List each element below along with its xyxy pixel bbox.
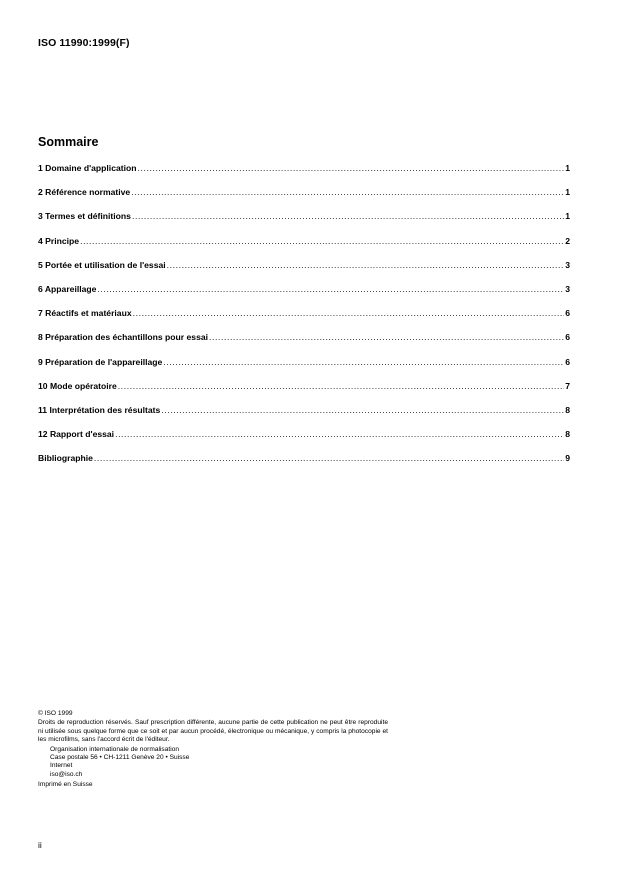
toc-entry[interactable] [38,260,570,284]
toc-entry-page: 1 [565,211,570,222]
toc-entry[interactable] [38,284,570,308]
toc-entry-label: 1 Domaine d'application [38,163,137,173]
publisher-org: Organisation internationale de normalisation [50,745,180,753]
publisher-address [38,746,388,780]
toc-title: Sommaire [38,135,99,149]
toc-entry[interactable] [38,381,570,405]
toc-leader-dots [115,429,564,439]
toc-entry-page: 3 [565,259,570,270]
toc-entry[interactable] [38,405,570,429]
toc-entry-page: 8 [565,429,570,440]
toc-leader-dots [97,284,564,294]
toc-entry-label: 12 Rapport d'essai [38,429,115,440]
toc-leader-dots [132,211,564,221]
toc-entry-page: 7 [565,380,570,391]
toc-entry-page: 6 [565,308,570,319]
toc-entry-label: Bibliographie [38,453,93,464]
copyright-block [38,710,388,790]
toc-leader-dots [167,260,565,270]
toc-entry[interactable] [38,453,570,477]
toc-leader-dots [118,381,564,391]
toc-entry-page: 6 [565,332,570,343]
toc-leader-dots [161,405,564,415]
toc-entry[interactable] [38,187,570,211]
toc-leader-dots [209,332,564,342]
toc-entry[interactable] [38,236,570,260]
toc-entry-label: 6 Appareillage [38,283,97,294]
toc-entry-page: 2 [565,235,570,246]
toc-leader-dots [80,236,564,246]
toc-entry-label: 3 Termes et définitions [38,211,131,222]
publisher-postal: Case postale 56 • CH-1211 Genève 20 • Suisse [50,754,190,762]
document-identifier: ISO 11990:1999(F) [38,37,130,49]
printed-in: Imprimé en Suisse [38,781,93,789]
toc-entry-page: 6 [565,356,570,367]
toc-leader-dots [163,357,564,367]
toc-entry[interactable] [38,332,570,356]
toc-entry-label: 4 Principe [38,235,80,246]
toc-entry[interactable] [38,357,570,381]
toc-entry-label: 9 Préparation de l'appareillage [38,356,163,367]
internet-email[interactable]: iso@iso.ch [50,770,83,778]
toc-entry-page: 3 [565,283,570,294]
toc-entry[interactable] [38,211,570,235]
page-number: ii [38,840,42,850]
toc-entry-label: 8 Préparation des échantillons pour essai [38,332,209,343]
toc-entry-label: 11 Interprétation des résultats [38,404,161,415]
toc-entry[interactable] [38,308,570,332]
toc-leader-dots [131,187,564,197]
toc-leader-dots [133,308,565,318]
toc-entry[interactable] [38,429,570,453]
table-of-contents [38,163,570,477]
toc-entry-page: 9 [565,453,570,464]
copyright-notice: © ISO 1999 [38,710,73,717]
toc-entry-label: 5 Portée et utilisation de l'essai [38,259,166,270]
toc-entry-label: 10 Mode opératoire [38,380,117,391]
publisher-internet [50,762,388,779]
toc-entry-label: 7 Réactifs et matériaux [38,308,132,319]
toc-entry-page: 1 [565,187,570,198]
toc-leader-dots [138,163,565,173]
toc-leader-dots [94,453,564,463]
toc-entry[interactable] [38,163,570,187]
toc-entry-page: 8 [565,404,570,415]
copyright-rights: Droits de reproduction réservés. Sauf prescription différente, aucune partie de cette publication ne peut être reproduite ni utilisée sous quelque forme que ce soit et par aucun procédé, électronique ou mécanique, y compris la photocopie et les microfilms, sans l'accord écrit de l'éditeur. [38,719,388,744]
toc-entry-label: 2 Référence normative [38,187,131,198]
internet-label: Internet [50,762,73,770]
toc-entry-page: 1 [565,163,570,173]
